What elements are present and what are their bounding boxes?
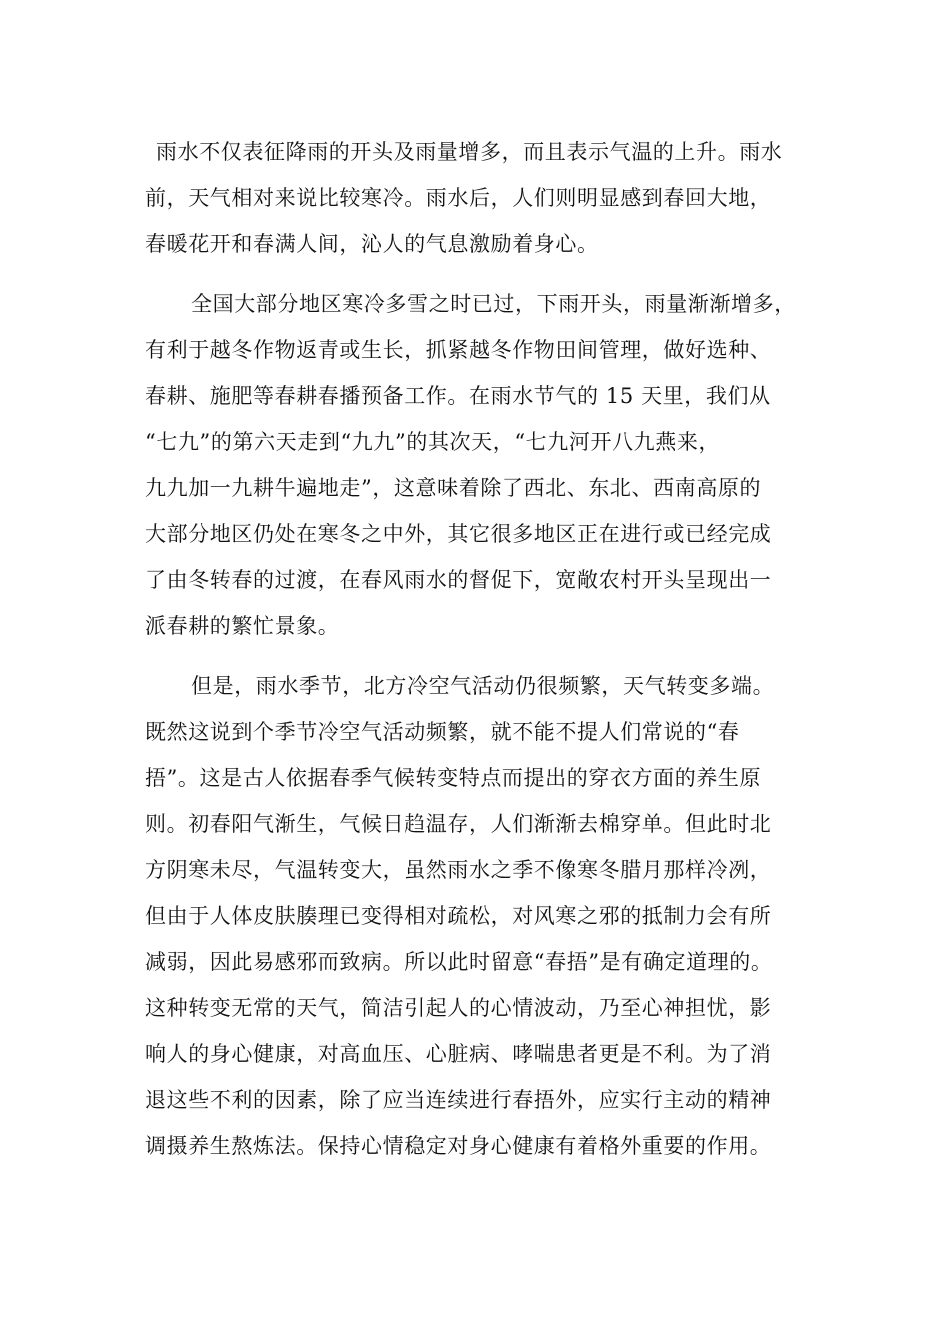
paragraph-line: 但是，雨水季节，北方冷空气活动仍很频繁，天气转变多端。	[191, 674, 775, 698]
paragraph-line: 响人的身心健康，对高血压、心脏病、哮喘患者更是不利。为了消	[145, 1042, 772, 1066]
paragraph-line: 则。初春阳气渐生，气候日趋温存，人们渐渐去棉穿单。但此时北	[145, 812, 772, 836]
paragraph-line: 九九加一九耕牛遍地走”，这意味着除了西北、东北、西南高原的	[145, 476, 762, 500]
paragraph-line: 捂”。这是古人依据春季气候转变特点而提出的穿衣方面的养生原	[145, 766, 762, 790]
paragraph-line: 但由于人体皮肤腠理已变得相对疏松，对风寒之邪的抵制力会有所	[145, 904, 772, 928]
paragraph-2	[145, 281, 835, 649]
paragraph-line: 前，天气相对来说比较寒冷。雨水后，人们则明显感到春回大地，	[145, 186, 772, 210]
paragraph-line: 了由冬转春的过渡，在春风雨水的督促下，宽敞农村开头呈现出一	[145, 568, 772, 592]
paragraph-line: 雨水不仅表征降雨的开头及雨量增多，而且表示气温的上升。雨水	[156, 140, 783, 164]
paragraph-line: 派春耕的繁忙景象。	[145, 614, 340, 638]
paragraph-line: 退这些不利的因素，除了应当连续进行春捂外，应实行主动的精神	[145, 1088, 772, 1112]
paragraph-line: 既然这说到个季节冷空气活动频繁，就不能不提人们常说的“春	[145, 720, 740, 744]
document-body	[145, 129, 835, 1169]
paragraph-line: 有利于越冬作物返青或生长，抓紧越冬作物田间管理，做好选种、	[145, 338, 772, 362]
paragraph-line: 减弱，因此易感邪而致病。所以此时留意“春捂”是有确定道理的。	[145, 950, 773, 974]
paragraph-line: “七九”的第六天走到“九九”的其次天，“七九河开八九燕来，	[145, 430, 721, 454]
paragraph-line: 方阴寒未尽，气温转变大，虽然雨水之季不像寒冬腊月那样冷冽，	[145, 858, 772, 882]
paragraph-line: 大部分地区仍处在寒冬之中外，其它很多地区正在进行或已经完成	[145, 522, 772, 546]
paragraph-line: 全国大部分地区寒冷多雪之时已过，下雨开头，雨量渐渐增多，	[191, 292, 796, 316]
paragraph-3	[145, 663, 835, 1169]
paragraph-line: 春暖花开和春满人间，沁人的气息激励着身心。	[145, 232, 599, 256]
paragraph-line: 这种转变无常的天气，简洁引起人的心情波动，乃至心神担忧，影	[145, 996, 772, 1020]
paragraph-line: 春耕、施肥等春耕春播预备工作。在雨水节气的 15 天里，我们从	[145, 384, 771, 408]
paragraph-1	[145, 129, 835, 267]
paragraph-line: 调摄养生熬炼法。保持心情稳定对身心健康有着格外重要的作用。	[145, 1134, 772, 1158]
